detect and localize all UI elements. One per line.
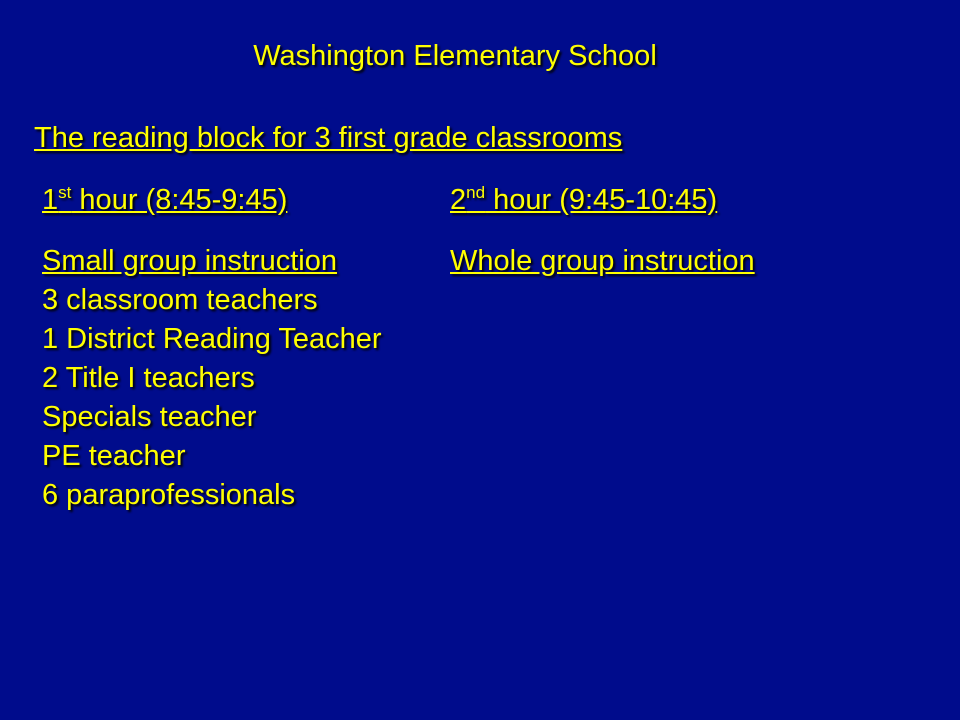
list-item: PE teacher <box>42 440 186 472</box>
second-hour-time: hour (9:45-10:45) <box>485 184 718 216</box>
first-hour-heading <box>42 182 287 218</box>
second-hour-mode: Whole group instruction <box>450 245 755 277</box>
list-item: Specials teacher <box>42 401 257 433</box>
second-hour-ordinal: nd <box>466 183 486 202</box>
first-hour-list <box>42 242 382 515</box>
second-hour-heading <box>450 182 717 218</box>
slide-title: Washington Elementary School <box>253 40 657 72</box>
list-item: 3 classroom teachers <box>42 284 318 316</box>
first-hour-time: hour (8:45-9:45) <box>71 184 288 216</box>
list-item: 2 Title I teachers <box>42 362 255 394</box>
first-hour-number: 1 <box>42 184 59 216</box>
slide-subtitle: The reading block for 3 first grade classrooms <box>34 122 623 154</box>
second-hour-number: 2 <box>450 184 467 216</box>
second-hour-list <box>450 242 755 281</box>
list-item: 1 District Reading Teacher <box>42 323 382 355</box>
list-item: 6 paraprofessionals <box>42 479 296 511</box>
first-hour-mode: Small group instruction <box>42 245 337 277</box>
first-hour-ordinal: st <box>58 183 72 202</box>
